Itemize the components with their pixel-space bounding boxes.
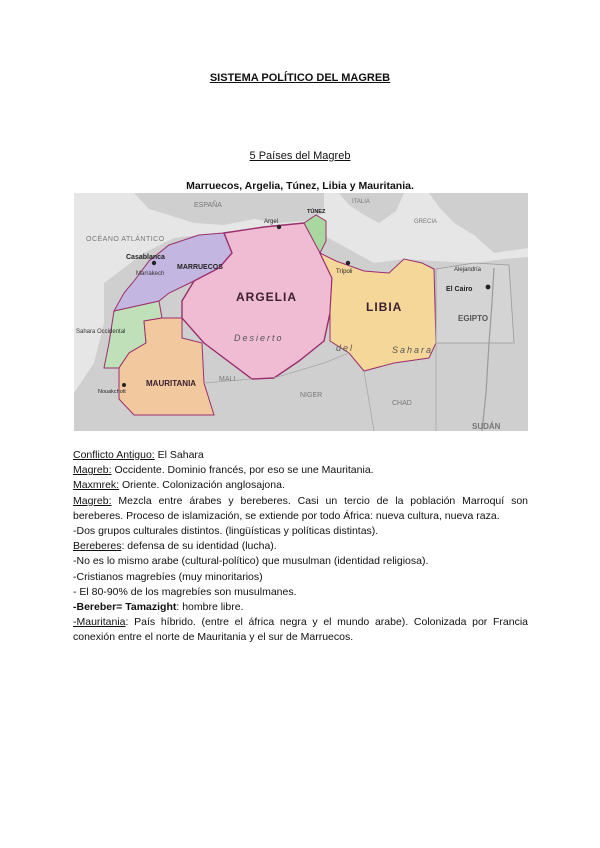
section-subtitle: 5 Países del Magreb (249, 150, 351, 162)
note-text: Occidente. Dominio francés, por eso se une Mauritania. (111, 464, 374, 477)
note-label: -Bereber= Tamazight (73, 601, 177, 614)
map-label-argel: Argel (264, 219, 279, 225)
note-line: - El 80-90% de los magrebíes son musulmanes. (73, 585, 297, 598)
map-label-tunez: TÚNEZ (307, 209, 326, 215)
note-line (73, 463, 528, 478)
note-label: Magreb: (73, 464, 112, 477)
map-label-nouakchott: Nouakchott (98, 389, 126, 395)
map-egipto (436, 263, 514, 343)
note-line (73, 615, 528, 645)
map-label-alejandria: Alejandría (454, 267, 482, 273)
note-text: : defensa de su identidad (lucha). (121, 540, 277, 553)
map-label-del: del (336, 343, 355, 353)
map-label-tripoli: Trípoli (336, 269, 353, 275)
note-label: Conflicto Antiguo: (73, 449, 155, 461)
map-city-dot (277, 225, 281, 229)
map-city-dot (152, 261, 156, 265)
note-line (73, 478, 528, 493)
note-label: Bereberes (73, 540, 122, 553)
map-label-egipto: EGIPTO (458, 314, 489, 323)
maghreb-map (74, 193, 528, 431)
map-label-chad: CHAD (392, 400, 412, 407)
map-label-mali: MALI (219, 376, 236, 383)
document-title: SISTEMA POLÍTICO DEL MAGREB (209, 72, 391, 84)
note-text: Mezcla entre árabes y bereberes. Casi un tercio de la población Marroquí son bereberes. Proceso de islamización, se extiende por todo África: nueva cultura, nueva raza. (73, 494, 528, 522)
map-label-grecia: GRECIA (414, 219, 438, 225)
note-line (73, 494, 528, 524)
map-city-dot (486, 285, 491, 290)
map-label-sahara: Sahara (392, 345, 434, 355)
note-text: El Sahara (154, 449, 204, 461)
note-text: Oriente. Colonización anglosajona. (119, 479, 285, 492)
map-city-dot (346, 261, 350, 265)
map-label-libia: LIBIA (366, 300, 403, 314)
map-label-desierto: Desierto (234, 333, 284, 343)
map-label-sahara-occidental: Sahara Occidental (76, 329, 126, 335)
note-line (73, 539, 528, 554)
countries-line: Marruecos, Argelia, Túnez, Libia y Mauritania. (186, 180, 414, 192)
note-text: : País híbrido. (entre el áfrica negra y el mundo arabe). Colonizada por Francia conexión entre el norte de Mauritania y el sur de Marruecos. (73, 616, 528, 644)
note-line: -Cristianos magrebíes (muy minoritarios) (73, 570, 263, 583)
note-text: : hombre libre. (176, 601, 244, 614)
notes-body (73, 448, 528, 646)
map-label-italia: ITALIA (352, 199, 370, 205)
note-label: Maxmrek: (73, 479, 120, 492)
map-label-argelia: ARGELIA (236, 290, 297, 304)
note-line: -Dos grupos culturales distintos. (lingüísticas y políticas distintas). (73, 525, 379, 538)
note-line: -No es lo mismo arabe (cultural-político) que musulman (identidad religiosa). (73, 555, 429, 568)
maghreb-map-drawing (74, 193, 528, 431)
map-label-mauritania: MAURITANIA (146, 379, 197, 388)
map-label-casablanca: Casablanca (126, 254, 165, 261)
map-label-sudan: SUDÁN (472, 422, 501, 431)
note-label: Magreb: (73, 494, 112, 507)
map-label-espana: ESPAÑA (194, 202, 222, 209)
note-line (73, 600, 528, 615)
map-label-niger: NIGER (300, 392, 323, 399)
note-line (73, 448, 528, 463)
note-label: -Mauritania (73, 616, 126, 629)
map-label-oceano: OCÉANO ATLÁNTICO (86, 236, 165, 243)
map-city-dot (122, 383, 126, 387)
map-label-marruecos: MARRUECOS (177, 264, 223, 271)
map-label-el-cairo: El Cairo (446, 286, 473, 293)
map-label-marrakech: Marrakech (136, 271, 165, 277)
